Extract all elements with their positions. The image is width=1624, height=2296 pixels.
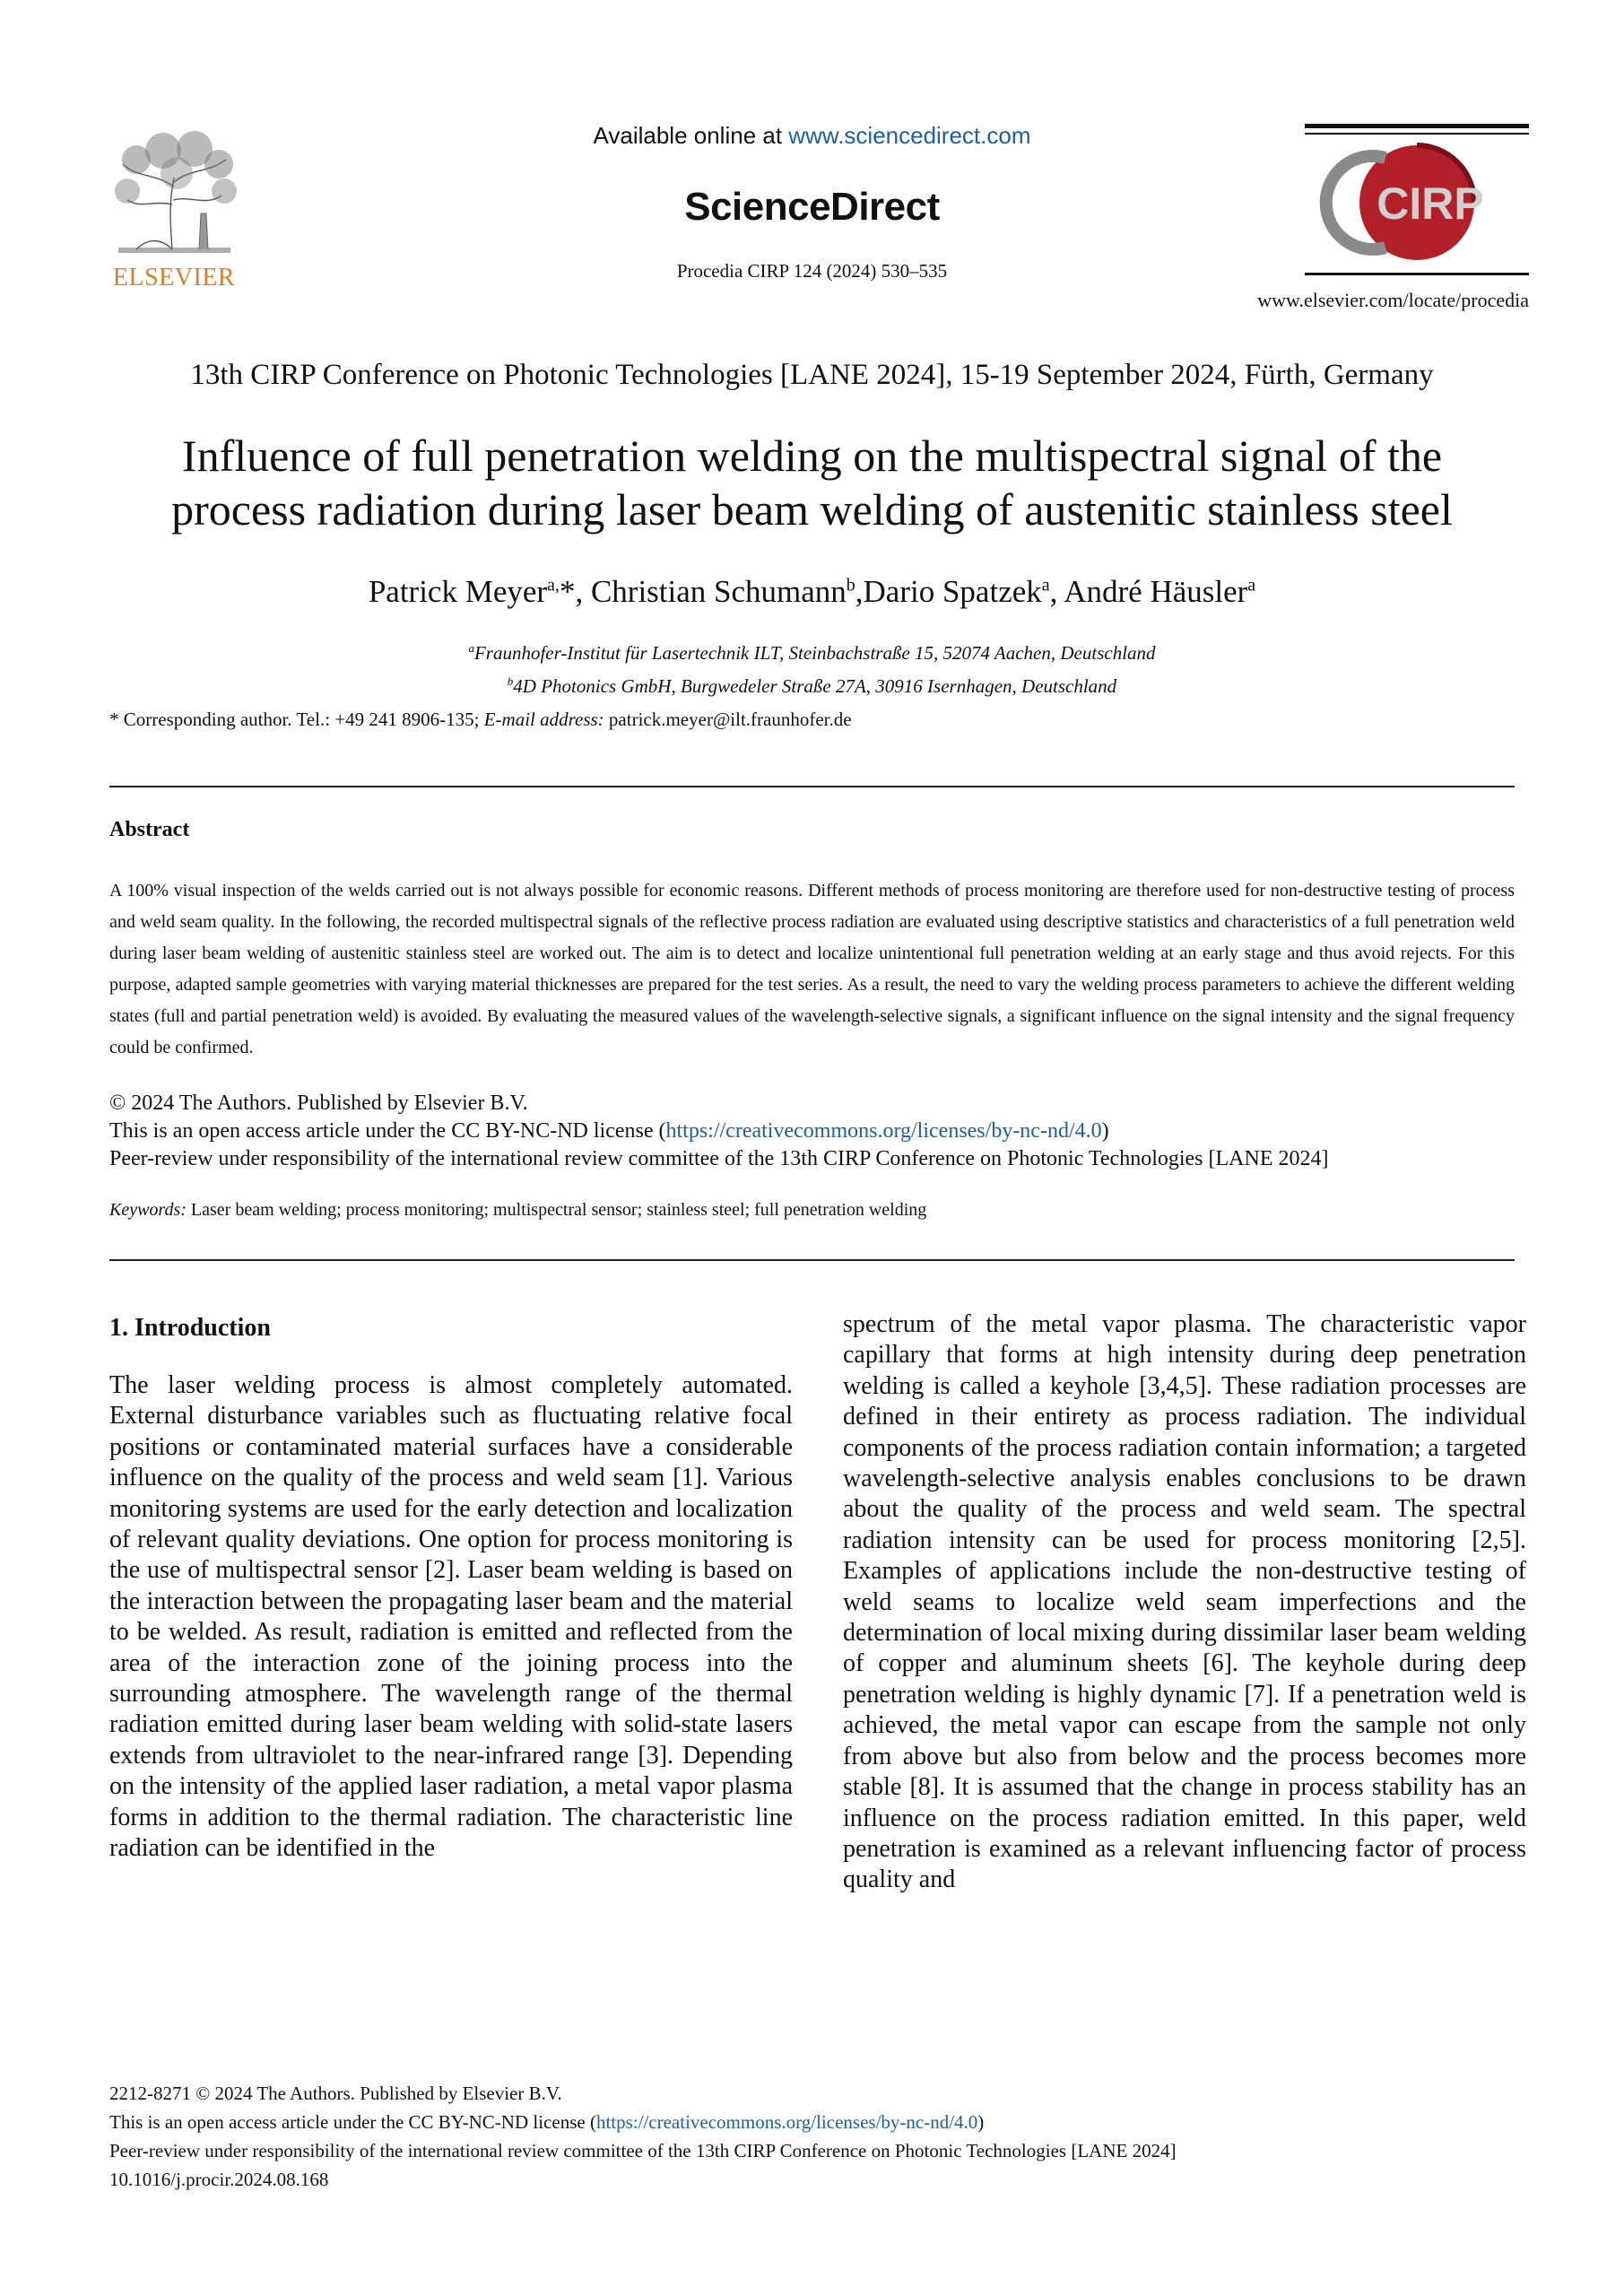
footer-issn: 2212-8271 © 2024 The Authors. Published by Elsevier B.V.	[109, 2083, 562, 2104]
journal-reference: Procedia CIRP 124 (2024) 530–535	[676, 260, 948, 282]
elsevier-logo-text: ELSEVIER	[112, 264, 236, 290]
keywords	[109, 1200, 926, 1221]
author-1-star: *	[559, 574, 576, 609]
conference-line: 13th CIRP Conference on Photonic Technologies [LANE 2024], 15-19 September 2024, Fürth, Germany	[190, 359, 1434, 391]
corresponding-email[interactable]: patrick.meyer@ilt.fraunhofer.de	[604, 709, 852, 730]
divider-top	[109, 786, 1515, 787]
sciencedirect-brand: ScienceDirect	[684, 185, 940, 229]
journal-url[interactable]: www.elsevier.com/locate/procedia	[1257, 289, 1529, 311]
abstract-license	[109, 1118, 1515, 1145]
affiliation-b-marker: b	[507, 674, 514, 688]
author-3-affil: a	[1041, 575, 1050, 596]
introduction-left-column: The laser welding process is almost completely automated. External disturbance variables such as fluctuating relative focal positions or contaminated material surfaces have a considerable influence on the quality of the process and weld seam [1]. Various monitoring systems are used for the early detection and localization of relevant quality deviations. One option for process monitoring is the use of multispectral sensor [2]. Laser beam welding is based on the interaction between the propagating laser beam and the material to be welded. As result, radiation is emitted and reflected from the area of the interaction zone of the joining process into the surrounding atmosphere. The wavelength range of the thermal radiation emitted during laser beam welding with solid-state lasers extends from ultraviolet to the near-infrared range [3]. Depending on the intensity of the applied laser radiation, a metal vapor plasma forms in addition to the thermal radiation. The characteristic line radiation can be identified in the	[109, 1371, 793, 1863]
author-4: , André Häusler	[1049, 574, 1248, 609]
affiliation-b-text: 4D Photonics GmbH, Burgwedeler Straße 27A, 30916 Isernhagen, Deutschland	[513, 675, 1117, 697]
keywords-text: Laser beam welding; process monitoring; multispectral sensor; stainless steel; full penetration welding	[186, 1200, 927, 1220]
abstract-heading: Abstract	[109, 818, 190, 841]
abstract-license-suffix: )	[1101, 1119, 1109, 1143]
cirp-logo	[1305, 124, 1529, 285]
abstract-notes	[109, 1090, 1515, 1173]
email-label: E-mail address:	[483, 709, 604, 730]
author-2: , Christian Schumann	[575, 574, 847, 609]
affiliations	[0, 634, 1624, 700]
paper-title-line-2: process radiation during laser beam welding of austenitic stainless steel	[171, 484, 1453, 535]
abstract-peer-review: Peer-review under responsibility of the international review committee of the 13th CIRP Conference on Photonic Technologies [LANE 2024]	[109, 1147, 1329, 1170]
abstract-license-link[interactable]: https://creativecommons.org/licenses/by-nc-nd/4.0	[665, 1119, 1102, 1143]
author-3: ,Dario Spatzek	[855, 574, 1042, 609]
cirp-logo-text: CIRP	[1376, 178, 1484, 229]
paper-title	[90, 429, 1534, 536]
footer-license-link[interactable]: https://creativecommons.org/licenses/by-nc-nd/4.0	[595, 2111, 978, 2133]
affiliation-b	[0, 667, 1624, 700]
footer-doi[interactable]: 10.1016/j.procir.2024.08.168	[109, 2169, 329, 2190]
footer-license-suffix: )	[977, 2111, 985, 2133]
page-footer	[109, 2079, 1515, 2194]
corresponding-author	[109, 709, 852, 731]
keywords-label: Keywords:	[109, 1200, 187, 1220]
abstract-license-prefix: This is an open access article under the CC BY-NC-ND license (	[109, 1119, 666, 1143]
affiliation-a-text: Fraunhofer-Institut für Lasertechnik ILT, Steinbachstraße 15, 52074 Aachen, Deutschland	[473, 642, 1156, 664]
affiliation-a	[0, 634, 1624, 667]
author-1: Patrick Meyer	[368, 574, 548, 609]
corresponding-prefix: * Corresponding author. Tel.: +49 241 8906-135;	[109, 709, 484, 730]
abstract-text: A 100% visual inspection of the welds carried out is not always possible for economic reasons. Different methods of process monitoring are therefore used for non-destructive testing of process and weld seam quality. In the following, the recorded multispectral signals of the reflective process radiation are evaluated using descriptive statistics and characteristics of a full penetration weld during laser beam welding of austenitic stainless steel are worked out. The aim is to detect and localize unintentional full penetration welding at an early stage and thus avoid rejects. For this purpose, adapted sample geometries with varying material thicknesses are prepared for the test series. As a result, the need to vary the welding process parameters to achieve the different welding states (full and partial penetration weld) is avoided. By evaluating the measured values of the wavelength-selective signals, a significant influence on the signal intensity and the signal frequency could be confirmed.	[109, 881, 1515, 1057]
introduction-right-column: spectrum of the metal vapor plasma. The characteristic vapor capillary that forms at high intensity during deep penetration welding is called a keyhole [3,4,5]. These radiation processes are defined in their entirety as process radiation. The individual components of the process radiation contain information; a targeted wavelength-selective analysis enables conclusions to be drawn about the quality of the process and weld seam. The spectral radiation intensity can be used for process monitoring [2,5]. Examples of applications include the non-destructive testing of weld seams to localize weld seam imperfections and the determination of local mixing during dissimilar laser beam welding of copper and aluminum sheets [6]. The keyhole during deep penetration welding is highly dynamic [7]. If a penetration weld is achieved, the metal vapor can escape from the sample not only from above but also from below and the process becomes more stable [8]. It is assumed that the change in process stability has an influence on the process radiation emitted. In this paper, weld penetration is examined as a relevant influencing factor of process quality and	[843, 1310, 1526, 1894]
author-list	[0, 574, 1624, 610]
footer-license	[109, 2108, 1515, 2136]
affiliation-a-marker: a	[468, 641, 474, 655]
author-4-affil: a	[1247, 575, 1256, 596]
abstract-copyright: © 2024 The Authors. Published by Elsevier B.V.	[109, 1091, 528, 1115]
section-heading-introduction: 1. Introduction	[109, 1314, 271, 1342]
footer-peer-review: Peer-review under responsibility of the international review committee of the 13th CIRP Conference on Photonic Technologies [LANE 2024]	[109, 2140, 1177, 2161]
paper-title-line-1: Influence of full penetration welding on the multispectral signal of the	[181, 430, 1443, 481]
sciencedirect-link[interactable]: www.sciencedirect.com	[788, 122, 1031, 149]
available-online-prefix: Available online at	[593, 122, 789, 149]
divider-bottom	[109, 1259, 1515, 1261]
author-1-affil: a,	[547, 575, 560, 596]
author-2-affil: b	[846, 575, 855, 596]
footer-license-prefix: This is an open access article under the CC BY-NC-ND license (	[109, 2111, 596, 2133]
